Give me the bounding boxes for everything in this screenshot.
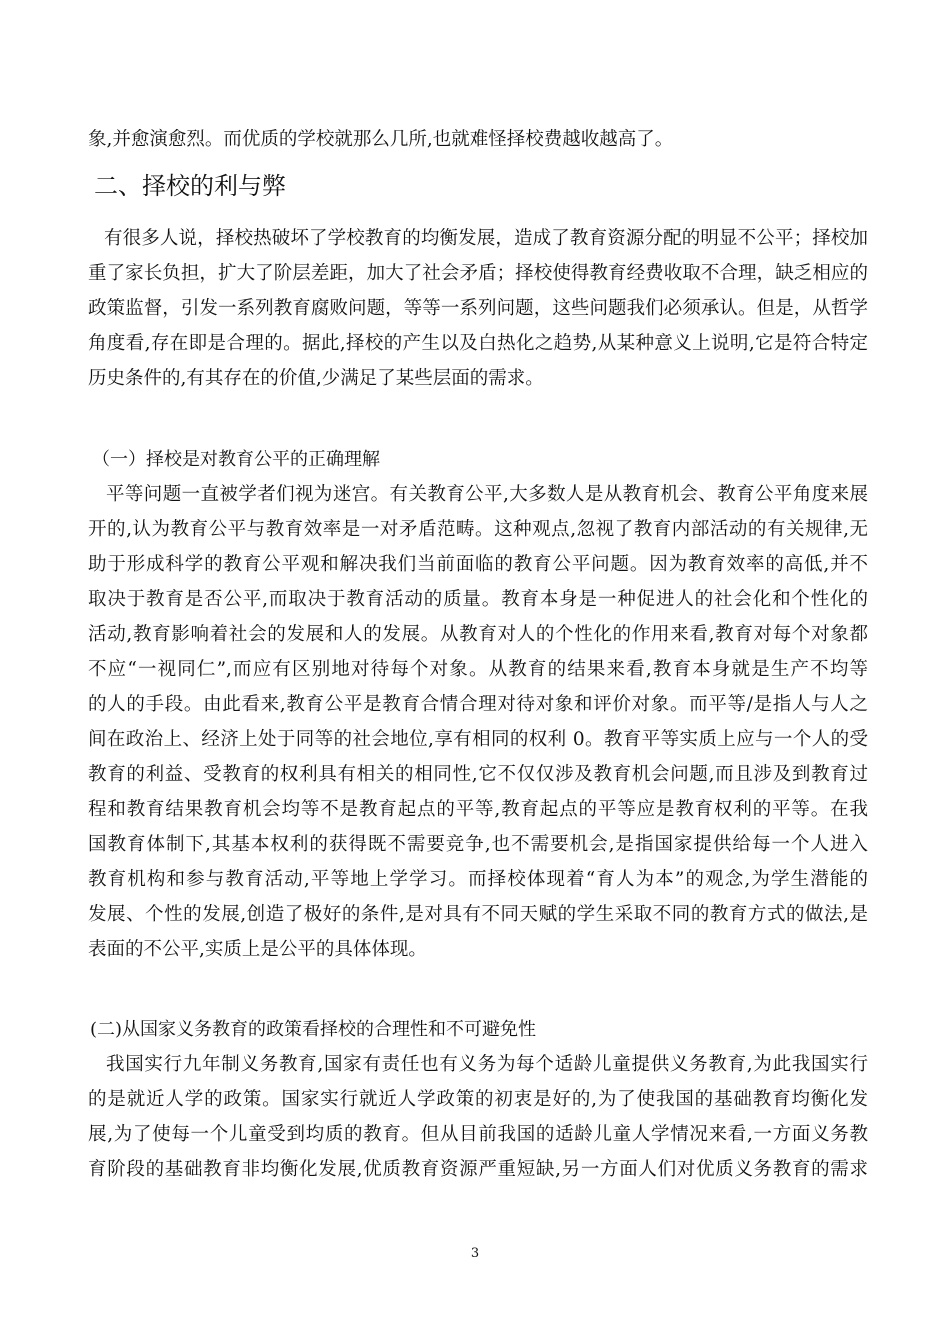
paragraph-line: 教育的利益、受教育的权利具有相关的相同性,它不仅仅涉及教育机会问题,而且涉及到教育过 xyxy=(88,764,868,785)
paragraph-line: 的人的手段。由此看来,教育公平是教育合情合理对待对象和评价对象。而平等/是指人与人之 xyxy=(88,694,868,715)
paragraph-line: 历史条件的,有其存在的价值,少满足了某些层面的需求。 xyxy=(88,368,544,389)
section-heading: 二、择校的利与弊 xyxy=(94,172,286,200)
paragraph-line: 程和教育结果教育机会均等不是教育起点的平等,教育起点的平等应是教育权利的平等。在我 xyxy=(88,799,868,820)
paragraph-line: 我国实行九年制义务教育,国家有责任也有义务为每个适龄儿童提供义务教育,为此我国实行 xyxy=(106,1054,868,1075)
page-number: 3 xyxy=(470,1246,480,1261)
paragraph-line: 平等问题一直被学者们视为迷宫。有关教育公平,大多数人是从教育机会、教育公平角度来展 xyxy=(106,484,868,505)
paragraph-line: 发展、个性的发展,创造了极好的条件,是对具有不同天赋的学生采取不同的教育方式的做法,是 xyxy=(88,904,868,925)
paragraph-line: 角度看,存在即是合理的。据此,择校的产生以及白热化之趋势,从某种意义上说明,它是符合特定 xyxy=(88,333,868,354)
paragraph-line: 有很多人说，择校热破坏了学校教育的均衡发展，造成了教育资源分配的明显不公平；择校加 xyxy=(104,228,868,249)
paragraph-line: 育阶段的基础教育非均衡化发展,优质教育资源严重短缺,另一方面人们对优质义务教育的需求 xyxy=(88,1159,868,1180)
paragraph-line: 国教育体制下,其基本权利的获得既不需要竞争,也不需要机会,是指国家提供给每一个人进入 xyxy=(88,834,868,855)
paragraph-line: 表面的不公平,实质上是公平的具体体现。 xyxy=(88,939,427,960)
paragraph-line: 政策监督，引发一系列教育腐败问题，等等一系列问题，这些问题我们必须承认。但是，从哲学 xyxy=(88,298,868,319)
paragraph-line: 的是就近人学的政策。国家实行就近人学政策的初衷是好的,为了使我国的基础教育均衡化发 xyxy=(88,1089,868,1110)
paragraph-line: 开的,认为教育公平与教育效率是一对矛盾范畴。这种观点,忽视了教育内部活动的有关规律,无 xyxy=(88,519,868,540)
paragraph-line: 取决于教育是否公平,而取决于教育活动的质量。教育本身是一种促进人的社会化和个性化的 xyxy=(88,589,868,610)
paragraph-line: 不应“一视同仁”,而应有区别地对待每个对象。从教育的结果来看,教育本身就是生产不均等 xyxy=(88,659,868,680)
paragraph-line: 重了家长负担，扩大了阶层差距，加大了社会矛盾；择校使得教育经费收取不合理，缺乏相应的 xyxy=(88,263,868,284)
paragraph-line: 助于形成科学的教育公平观和解决我们当前面临的教育公平问题。因为教育效率的高低,并不 xyxy=(88,554,868,575)
subsection-title-1: （一）择校是对教育公平的正确理解 xyxy=(92,449,380,470)
paragraph-line: 活动,教育影响着社会的发展和人的发展。从教育对人的个性化的作用来看,教育对每个对象都 xyxy=(88,624,868,645)
subsection-title-2: (二)从国家义务教育的政策看择校的合理性和不可避免性 xyxy=(90,1019,537,1040)
intro-line: 象,并愈演愈烈。而优质的学校就那么几所,也就难怪择校费越收越高了。 xyxy=(88,129,674,150)
paragraph-line: 展,为了使每一个儿童受到均质的教育。但从目前我国的适龄儿童人学情况来看,一方面义务教 xyxy=(88,1124,868,1145)
paragraph-line: 间在政治上、经济上处于同等的社会地位,享有相同的权利 0。教育平等实质上应与一个人的受 xyxy=(88,729,868,750)
paragraph-line: 教育机构和参与教育活动,平等地上学学习。而择校体现着“育人为本”的观念,为学生潜能的 xyxy=(88,869,868,890)
